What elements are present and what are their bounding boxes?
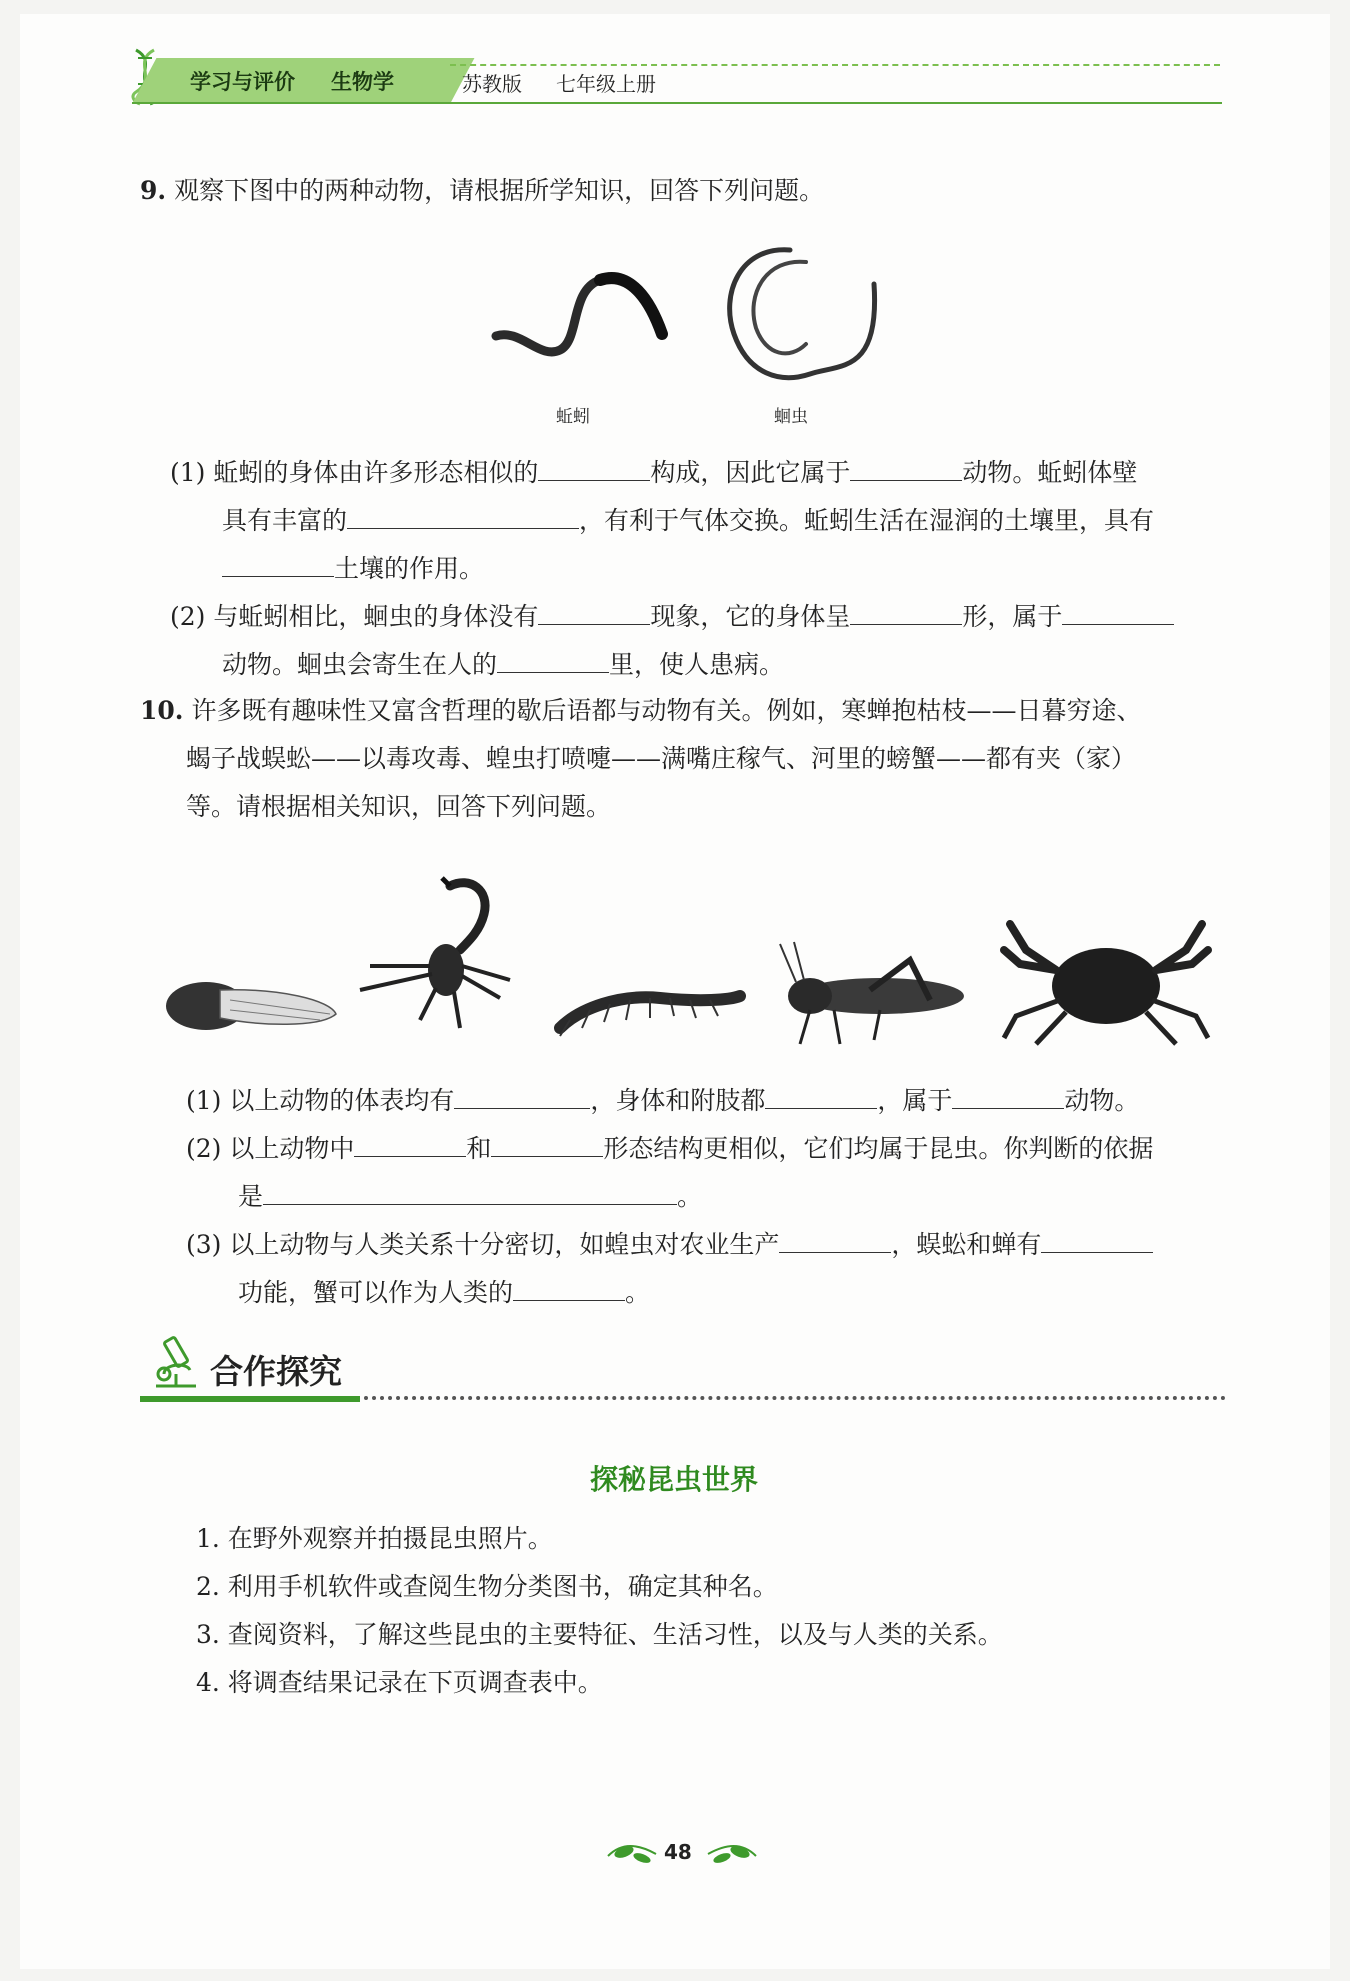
right-leaf-icon bbox=[706, 1838, 760, 1868]
crab-image bbox=[996, 920, 1216, 1050]
section-underline bbox=[140, 1396, 360, 1402]
microscope-icon bbox=[146, 1334, 206, 1394]
header-series: 学习与评价 bbox=[190, 70, 295, 94]
page-number: 48 bbox=[664, 1840, 692, 1864]
header-grade: 七年级上册 bbox=[556, 72, 656, 96]
scorpion-image bbox=[350, 870, 520, 1040]
section-dotted-line bbox=[364, 1396, 1226, 1400]
q9-number: 9. bbox=[140, 176, 167, 205]
q10-number: 10. bbox=[140, 696, 184, 725]
q9-part2-line1: (2) 与蚯蚓相比，蛔虫的身体没有 现象，它的身体呈 形，属于 bbox=[170, 600, 1174, 632]
step-item: 1. 在野外观察并拍摄昆虫照片。 bbox=[196, 1524, 553, 1553]
left-leaf-icon bbox=[604, 1838, 658, 1868]
q9-stem: 9. 观察下图中的两种动物，请根据所学知识，回答下列问题。 bbox=[140, 176, 825, 205]
q10-stem-line2: 蝎子战蜈蚣——以毒攻毒、蝗虫打喷嚏——满嘴庄稼气、河里的螃蟹——都有夹（家） bbox=[186, 744, 1137, 773]
q10-part2-line2: 是 。 bbox=[238, 1182, 703, 1211]
header-subject: 生物学 bbox=[331, 70, 394, 94]
step-item: 4. 将调查结果记录在下页调查表中。 bbox=[196, 1668, 603, 1697]
q9-part1-line2: 具有丰富的 ，有利于气体交换。蚯蚓生活在湿润的土壤里，具有 bbox=[222, 506, 1155, 535]
q10-part3-line1: (3) 以上动物与人类关系十分密切，如蝗虫对农业生产 ，蜈蚣和蝉有 bbox=[186, 1228, 1153, 1260]
roundworm-image bbox=[710, 244, 890, 394]
section-title: 合作探究 bbox=[210, 1352, 342, 1391]
header-dashed-line bbox=[450, 64, 1220, 66]
q10-stem-line3: 等。请根据相关知识，回答下列问题。 bbox=[186, 792, 612, 821]
cicada-image bbox=[160, 970, 340, 1040]
q10-stem-line1: 10. 许多既有趣味性又富含哲理的歇后语都与动物有关。例如，寒蝉抱枯枝——日暮穷途、 bbox=[140, 696, 1142, 725]
step-item: 3. 查阅资料，了解这些昆虫的主要特征、生活习性，以及与人类的关系。 bbox=[196, 1620, 1003, 1649]
q9-part1-line1: (1) 蚯蚓的身体由许多形态相似的 构成，因此它属于 动物。蚯蚓体壁 bbox=[170, 458, 1138, 487]
q10-part1: (1) 以上动物的体表均有 ，身体和附肢都 ，属于 动物。 bbox=[186, 1086, 1140, 1115]
earthworm-caption: 蚯蚓 bbox=[556, 407, 590, 427]
q9-part2-line2: 动物。蛔虫会寄生在人的 里，使人患病。 bbox=[222, 650, 785, 679]
q9-part1-line3: 土壤的作用。 bbox=[222, 552, 484, 584]
header-edition: 苏教版 bbox=[462, 72, 522, 96]
roundworm-caption: 蛔虫 bbox=[774, 407, 808, 427]
earthworm-image bbox=[490, 240, 690, 380]
q10-part3-line2: 功能，蟹可以作为人类的 。 bbox=[238, 1278, 651, 1307]
section-subtitle: 探秘昆虫世界 bbox=[590, 1463, 759, 1496]
grasshopper-image bbox=[770, 940, 970, 1050]
header-banner bbox=[132, 58, 474, 104]
centipede-image bbox=[540, 980, 750, 1040]
step-item: 2. 利用手机软件或查阅生物分类图书，确定其种名。 bbox=[196, 1572, 778, 1601]
header-line bbox=[132, 102, 1222, 104]
q10-part2-line1: (2) 以上动物中 和 形态结构更相似，它们均属于昆虫。你判断的依据 bbox=[186, 1134, 1154, 1163]
